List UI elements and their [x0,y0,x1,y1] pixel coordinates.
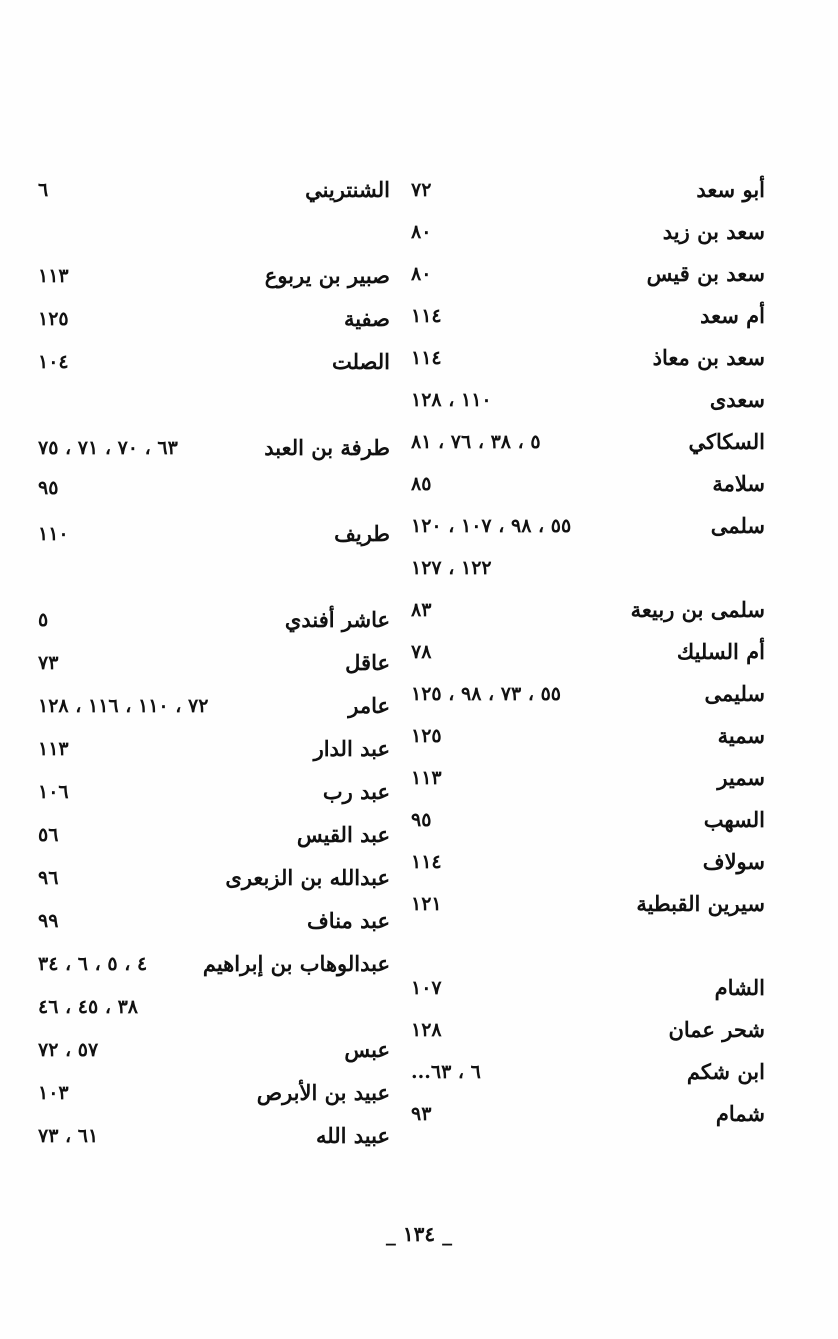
entry-name: عبيد الله [316,1123,390,1148]
entry-pages: ١١٣ [411,767,442,789]
entry-pages: ٥٥ ، ٧٣ ، ٩٨ ، ١٢٥ [411,683,562,705]
index-entry [405,716,765,756]
entry-pages: ٦ [38,179,49,201]
entry-pages: ١١٤ [411,347,442,369]
index-entry [405,548,765,588]
index-entry [20,385,390,425]
entry-pages: ١٢٨ [411,1019,442,1041]
entry-pages: ١٠٣ [38,1082,69,1104]
index-entry [405,674,765,714]
entry-name: ابن شكم [686,1059,765,1084]
entry-name: عبس [344,1037,390,1062]
entry-name: الصلت [331,349,390,374]
index-entry [20,514,390,554]
index-entry [405,338,765,378]
index-entry [405,884,765,924]
entry-pages: ٩٩ [38,910,59,932]
index-entry [405,506,765,546]
index-entry [20,342,390,382]
entry-name: أبو سعد [696,177,765,202]
entry-pages: ١١٤ [411,851,442,873]
index-entry [405,842,765,882]
index-entry [405,380,765,420]
entry-name: أم السليك [676,639,765,664]
index-entry [405,1052,765,1092]
index-entry [20,686,390,726]
entry-name: السكاكي [688,429,765,454]
entry-pages: ١٢٥ [411,725,442,747]
entry-name: سعد بن قيس [646,261,765,286]
index-entry [405,758,765,798]
entry-pages: ٩٦ [38,867,59,889]
index-entry [405,464,765,504]
entry-pages: ١٢٥ [38,308,69,330]
entry-pages: ٧٣ [38,652,59,674]
index-entry [405,632,765,672]
entry-name: الشام [714,975,765,1000]
index-entry [20,772,390,812]
index-entry [405,1094,765,1134]
index-entry [20,557,390,597]
entry-pages: ١٠٧ [411,977,442,999]
entry-name: سلامة [712,471,765,496]
index-entry [405,1010,765,1050]
index-entry [20,643,390,683]
index-entry [405,800,765,840]
entry-pages: ١٠٦ [38,781,69,803]
entry-name: عبيد بن الأبرص [256,1080,390,1105]
index-entry [20,213,390,253]
index-entry [20,815,390,855]
entry-pages: ٥٧ ، ٧٢ [38,1039,99,1061]
index-entry [20,428,390,468]
entry-name: عبد رب [322,779,390,804]
entry-name: سليمى [704,681,765,706]
index-entry [20,1073,390,1113]
entry-name: عبد الدار [313,736,390,761]
entry-pages: ٥ ، ٣٨ ، ٧٦ ، ٨١ [411,431,541,453]
index-entry [20,299,390,339]
entry-pages: ١٢١ [411,893,442,915]
entry-pages: ٨٥ [411,473,432,495]
index-entry [405,296,765,336]
index-entry [20,256,390,296]
entry-pages: ٧٨ [411,641,432,663]
entry-name: شمام [715,1101,765,1126]
entry-name: سمية [717,723,765,748]
entry-pages: ٦٣ ، ٧٠ ، ٧١ ، ٧٥ [38,437,178,459]
index-entry [20,1030,390,1070]
index-entry [20,901,390,941]
entry-pages: ٥ [38,609,49,631]
entry-name: سعد بن معاذ [652,345,765,370]
entry-name: طريف [334,521,390,546]
entry-pages: ٣٨ ، ٤٥ ، ٤٦ [38,996,139,1018]
entry-pages: ١٠٤ [38,351,69,373]
entry-name: سلمى بن ربيعة [630,597,765,622]
entry-name: سمير [717,765,765,790]
entry-name: عامر [348,693,390,718]
index-entry [405,926,765,966]
entry-pages: ٨٠ [411,263,432,285]
entry-name: سولاف [702,849,765,874]
entry-pages: ٧٢ [411,179,432,201]
entry-name: سعد بن زيد [662,219,765,244]
entry-pages: ١١٣ [38,738,69,760]
entry-pages: ٨٠ [411,221,432,243]
entry-pages: ٨٣ [411,599,432,621]
entry-name: عاشر أفندي [284,607,390,632]
entry-name: عبدالله بن الزبعرى [225,865,390,890]
entry-pages: ١٢٢ ، ١٢٧ [411,557,492,579]
index-entry [20,600,390,640]
entry-pages: ٥٦ [38,824,59,846]
entry-pages: ٦ ، ٦٣... [411,1061,481,1083]
index-entry [20,987,390,1027]
index-entry [405,212,765,252]
entry-pages: ٩٥ [411,809,432,831]
entry-name: عبد القيس [296,822,390,847]
entry-name: سلمى [710,513,765,538]
entry-name: سيرين القبطية [636,891,765,916]
entry-pages: ٥٥ ، ٩٨ ، ١٠٧ ، ١٢٠ [411,515,572,537]
entry-pages: ٧٢ ، ١١٠ ، ١١٦ ، ١٢٨ [38,695,209,717]
entry-name: الشنتريني [305,177,390,202]
entry-name: السهب [703,807,765,832]
index-entry [20,170,390,210]
entry-name: أم سعد [700,303,765,328]
index-entry [405,590,765,630]
entry-pages: ١١٣ [38,265,69,287]
index-entry [20,729,390,769]
entry-name: عبد مناف [307,908,390,933]
entry-pages: ١١٤ [411,305,442,327]
entry-pages: ٦١ ، ٧٣ [38,1125,99,1147]
index-entry [405,254,765,294]
entry-pages: ١١٠ [38,523,69,545]
entry-name: عاقل [345,650,390,675]
entry-pages: ٩٥ [38,477,59,499]
entry-pages: ٩٣ [411,1103,432,1125]
entry-pages: ١١٠ ، ١٢٨ [411,389,492,411]
entry-name: طرفة بن العبد [264,435,390,460]
index-entry [405,968,765,1008]
entry-pages: ٤ ، ٥ ، ٦ ، ٣٤ [38,953,148,975]
index-entry [405,422,765,462]
entry-name: صبير بن يربوع [264,263,390,288]
index-entry [405,170,765,210]
entry-name: سعدى [709,387,765,412]
index-entry [20,858,390,898]
entry-name: شحر عمان [668,1017,765,1042]
entry-name: عبدالوهاب بن إبراهيم [202,951,390,976]
index-entry [20,944,390,984]
entry-name: صفية [343,306,390,331]
page-number: _ ١٣٤ _ [385,1222,453,1246]
index-entry [20,468,390,508]
index-entry [20,1116,390,1156]
